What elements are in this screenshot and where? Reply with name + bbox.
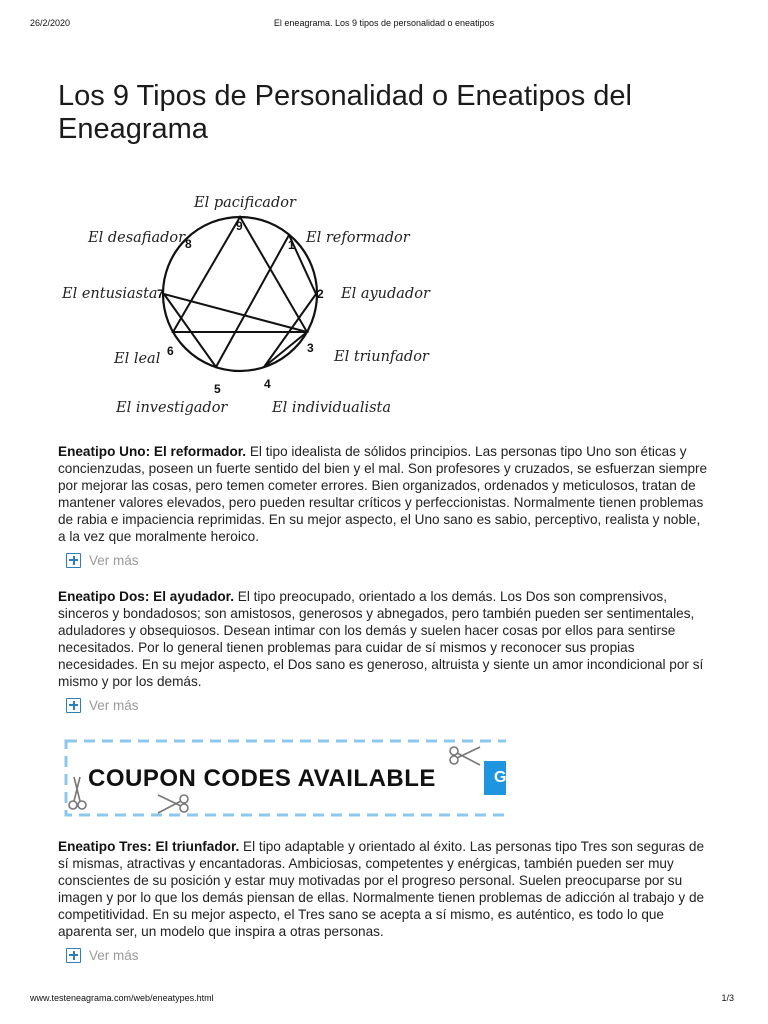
enneagram-number-6: 6: [167, 344, 174, 358]
enneagram-number-1: 1: [288, 238, 295, 252]
enneagram-number-7: 7: [157, 287, 164, 301]
enneagram-number-5: 5: [214, 382, 221, 396]
plus-box-icon: [66, 553, 81, 568]
print-footer-url: www.testeneagrama.com/web/eneatypes.html: [30, 993, 214, 1003]
eneatipo-dos-paragraph: [58, 588, 710, 690]
plus-box-icon: [66, 698, 81, 713]
enneagram-label-5: El investigador: [116, 400, 228, 416]
page-title: Los 9 Tipos de Personalidad o Eneatipos del Eneagrama: [58, 80, 632, 145]
scissors-icon: [158, 795, 188, 813]
eneatipo-uno-text: El tipo idealista de sólidos principios. Las personas tipo Uno son éticas y concienzudas, poseen un fuerte sentido del bien y el mal. Son profesores y cruzados, se esfuerzan siempre por mejorar las cosas, pero temen cometer errores. Bien organizados, ordenados y meticulosos, tratan de mantener valores elevados, pero pueden resultar críticos y perfeccionistas. Normalmente tienen problemas de rabia e impaciencia reprimidas. En su mejor aspecto, el Uno sano es sabio, perceptivo, realista y noble, a la vez que moralmente heroico.: [58, 444, 708, 544]
ver-mas-tres-link[interactable]: [66, 947, 139, 963]
print-date: 26/2/2020: [30, 18, 71, 28]
enneagram-hexad: [164, 235, 316, 367]
plus-box-icon: [66, 948, 81, 963]
ver-mas-label: Ver más: [89, 552, 139, 568]
print-header: [0, 18, 768, 32]
ver-mas-label: Ver más: [89, 697, 139, 713]
ver-mas-label: Ver más: [89, 947, 139, 963]
scissors-icon: [69, 777, 86, 809]
enneagram-number-8: 8: [185, 237, 192, 251]
scissors-icon: [450, 747, 480, 765]
ver-mas-dos-link[interactable]: [66, 697, 139, 713]
enneagram-number-3: 3: [307, 341, 314, 355]
enneagram-diagram: [58, 188, 438, 418]
enneagram-label-3: El triunfador: [334, 349, 429, 365]
eneatipo-uno-paragraph: [58, 443, 710, 545]
eneatipo-dos-text: El tipo preocupado, orientado a los demás. Los Dos son comprensivos, sinceros y bondadosos; son amistosos, generosos y abnegados, pero también pueden ser sentimentales, aduladores y obsequiosos. Desean intimar con los demás y suelen hacer cosas por ellos para sentirse necesitados. Por lo general tienen problemas para cuidar de sí mismos y reconocer sus propias necesidades. En su mejor aspecto, el Dos sano es generoso, altruista y siente un amor incondicional por sí mismo y por los demás.: [58, 589, 704, 689]
eneatipo-dos-heading: Eneatipo Dos: El ayudador.: [58, 589, 234, 604]
eneatipo-uno-heading: Eneatipo Uno: El reformador.: [58, 444, 247, 459]
enneagram-number-9: 9: [236, 219, 243, 233]
enneagram-label-2: El ayudador: [341, 286, 430, 302]
eneatipo-tres-paragraph: [58, 838, 710, 940]
enneagram-label-8: El desafiador: [88, 230, 186, 246]
enneagram-label-1: El reformador: [306, 230, 410, 246]
ver-mas-uno-link[interactable]: [66, 552, 139, 568]
coupon-ad-banner[interactable]: [64, 739, 506, 817]
print-page-number: 1/3: [721, 993, 734, 1003]
coupon-ad-text: COUPON CODES AVAILABLE: [88, 765, 436, 792]
eneatipo-tres-text: El tipo adaptable y orientado al éxito. Las personas tipo Tres son seguras de sí mismas, atractivas y encantadoras. Ambiciosas, competentes y enérgicas, también pueden ser muy conscientes de su posición y estar muy motivadas por el progreso personal. Suelen preocuparse por su imagen y por lo que los demás piensan de ellas. Normalmente tienen problemas de adicción al trabajo y de competitividad. En su mejor aspecto, el Tres sano se acepta a sí mismo, es auténtico, es todo lo que aparenta ser, un modelo que inspira a otras personas.: [58, 839, 705, 939]
enneagram-label-4: El individualista: [272, 400, 392, 416]
ad-cta-button[interactable]: G: [484, 761, 506, 795]
enneagram-number-4: 4: [264, 377, 271, 391]
print-doc-title: El eneagrama. Los 9 tipos de personalidad o eneatipos: [273, 18, 495, 28]
print-footer: [0, 993, 768, 1007]
enneagram-svg: [58, 188, 438, 418]
enneagram-label-6: El leal: [114, 351, 161, 367]
enneagram-label-7: El entusiasta: [62, 286, 158, 302]
enneagram-label-9: El pacificador: [194, 195, 296, 211]
enneagram-number-2: 2: [317, 287, 324, 301]
eneatipo-tres-heading: Eneatipo Tres: El triunfador.: [58, 839, 240, 854]
